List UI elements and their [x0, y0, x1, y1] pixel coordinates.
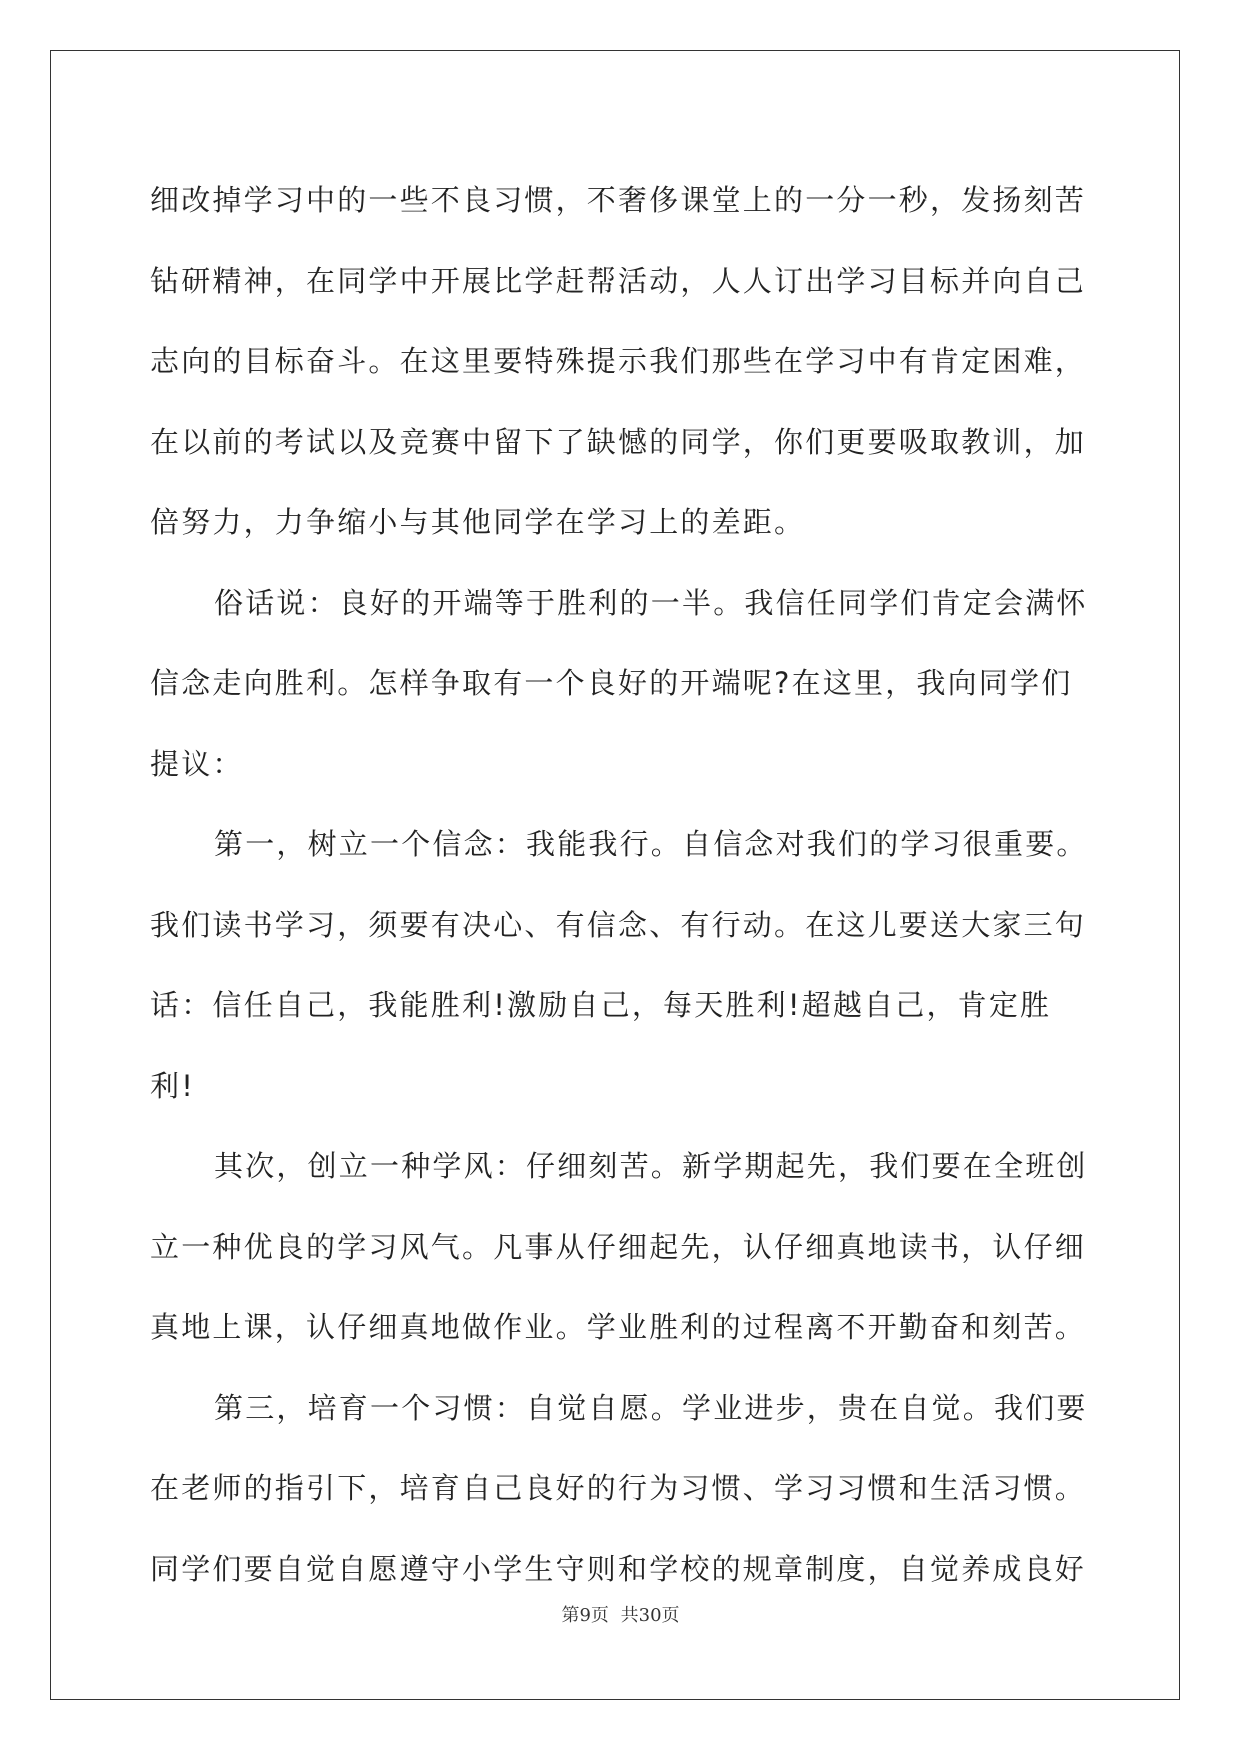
paragraph: 细改掉学习中的一些不良习惯，不奢侈课堂上的一分一秒，发扬刻苦钻研精神，在同学中开展比学赶帮活动，人人订出学习目标并向自己志向的目标奋斗。在这里要特殊提示我们那些在学习中有肯定困难，在以前的考试以及竞赛中留下了缺憾的同学，你们更要吸取教训，加倍努力，力争缩小与其他同学在学习上的差距。	[150, 183, 1087, 539]
document-body	[150, 160, 1090, 1609]
page-footer	[0, 1601, 1241, 1627]
paragraph: 第一，树立一个信念：我能我行。自信念对我们的学习很重要。我们读书学习，须要有决心、有信念、有行动。在这儿要送大家三句话：信任自己，我能胜利!激励自己，每天胜利!超越自己，肯定胜利!	[150, 827, 1088, 1103]
paragraph: 俗话说：良好的开端等于胜利的一半。我信任同学们肯定会满怀信念走向胜利。怎样争取有一个良好的开端呢?在这里，我向同学们提议：	[150, 585, 1088, 781]
page-number: 第9页	[561, 1605, 609, 1626]
page-total: 共30页	[620, 1605, 680, 1626]
paragraph: 其次，创立一种学风：仔细刻苦。新学期起先，我们要在全班创立一种优良的学习风气。凡事从仔细起先，认仔细真地读书，认仔细真地上课，认仔细真地做作业。学业胜利的过程离不开勤奋和刻苦。	[150, 1149, 1088, 1344]
paragraph: 第三，培育一个习惯：自觉自愿。学业进步，贵在自觉。我们要在老师的指引下，培育自己良好的行为习惯、学习习惯和生活习惯。同学们要自觉自愿遵守小学生守则和学校的规章制度，自觉养成良好	[150, 1390, 1088, 1586]
